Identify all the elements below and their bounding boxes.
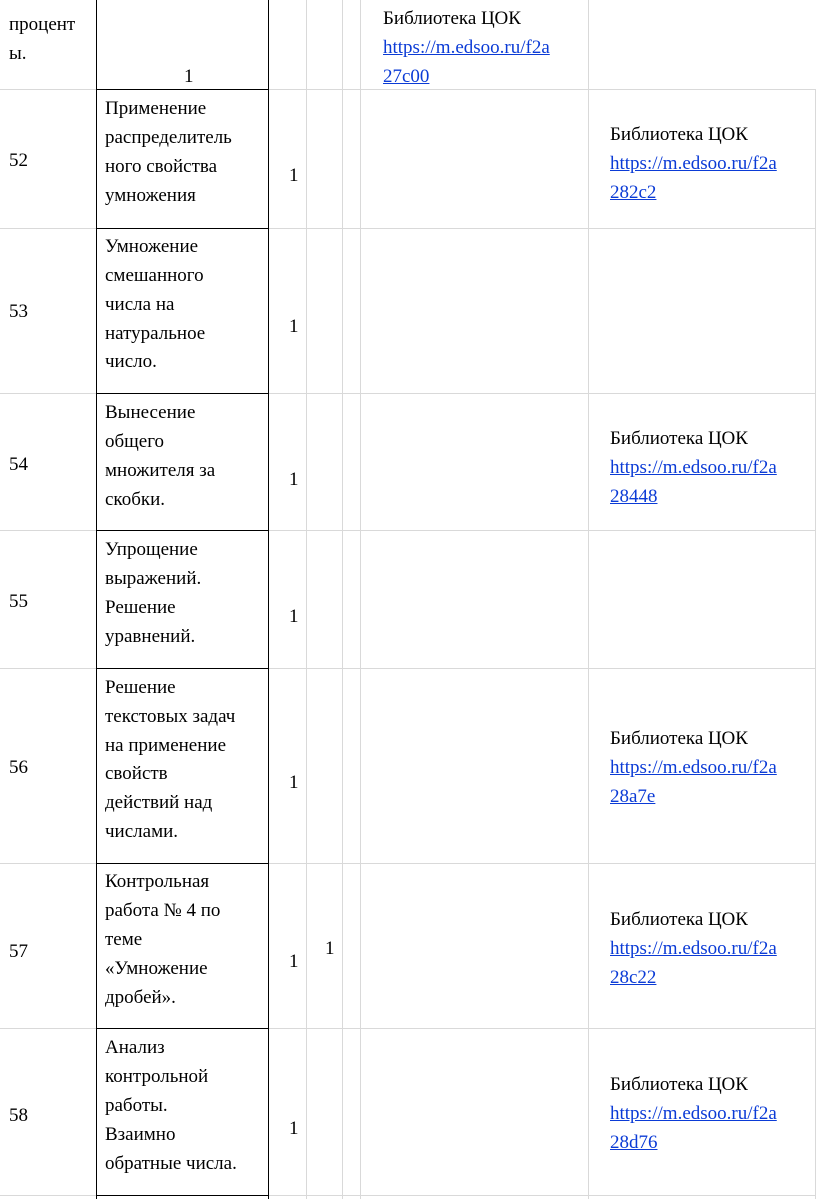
resource-link[interactable]: https://m.edsoo.ru/f2a <box>610 153 777 174</box>
grid-line <box>306 0 307 1199</box>
resource-link[interactable]: 28c22 <box>610 967 657 988</box>
lesson-topic-line: Контрольная <box>105 871 210 892</box>
lesson-topic-line: смешанного <box>105 265 204 286</box>
topic-border <box>96 1028 268 1029</box>
lesson-number: 53 <box>9 301 28 322</box>
lesson-topic-line: распределитель <box>105 127 232 148</box>
lesson-topic-line: на применение <box>105 735 227 756</box>
lesson-topic-line: Анализ <box>105 1037 165 1058</box>
lesson-topic-line: «Умножение <box>105 958 208 979</box>
hours-total: 1 <box>289 951 299 972</box>
grid-line <box>360 0 361 1199</box>
hours-total: 1 <box>289 316 299 337</box>
lesson-topic-line: числами. <box>105 821 179 842</box>
lesson-topic-line: скобки. <box>105 489 166 510</box>
lesson-resource <box>610 1070 777 1157</box>
lesson-number: 56 <box>9 757 28 778</box>
lesson-topic-line: обратные числа. <box>105 1153 237 1174</box>
lesson-topic-line: действий над <box>105 792 213 813</box>
lesson-number: 54 <box>9 454 28 475</box>
lesson-topic-line: уравнений. <box>105 626 196 647</box>
lesson-number: 57 <box>9 941 28 962</box>
resource-link[interactable]: https://m.edsoo.ru/f2a <box>610 1103 777 1124</box>
resource-library-label: Библиотека ЦОК <box>610 428 748 449</box>
prev-hours-total: 1 <box>184 66 194 87</box>
lesson-resource <box>610 120 777 207</box>
topic-border <box>96 668 268 669</box>
hours-total: 1 <box>289 165 299 186</box>
grid-line <box>588 0 589 1199</box>
hours-total: 1 <box>289 772 299 793</box>
lesson-topic-line: Решение <box>105 597 176 618</box>
resource-library-label: Библиотека ЦОК <box>610 909 748 930</box>
lesson-topic-line: работа № 4 по <box>105 900 221 921</box>
topic-border <box>96 863 268 864</box>
lesson-resource <box>610 905 777 992</box>
topic-border <box>268 0 269 1199</box>
topic-border <box>96 0 97 1199</box>
topic-border <box>96 393 268 394</box>
resource-link[interactable]: 282c2 <box>610 182 657 203</box>
resource-link[interactable]: 28a7e <box>610 786 656 807</box>
resource-link[interactable]: https://m.edsoo.ru/f2a <box>610 757 777 778</box>
lesson-topic-line: множителя за <box>105 460 216 481</box>
lesson-topic-line: текстовых задач <box>105 706 236 727</box>
prev-resource <box>383 4 550 91</box>
prev-topic-line: ы. <box>9 43 27 64</box>
topic-border <box>96 89 268 90</box>
resource-library-label: Библиотека ЦОК <box>383 8 521 29</box>
prev-topic-line: процент <box>9 14 76 35</box>
resource-library-label: Библиотека ЦОК <box>610 728 748 749</box>
lesson-topic-line: контрольной <box>105 1066 209 1087</box>
topic-border <box>96 530 268 531</box>
resource-link[interactable]: https://m.edsoo.ru/f2a <box>610 938 777 959</box>
hours-control: 1 <box>325 938 335 959</box>
lesson-topic-line: умножения <box>105 185 196 206</box>
lesson-topic-line: число. <box>105 351 157 372</box>
lesson-topic-line: ного свойства <box>105 156 218 177</box>
grid-line <box>342 0 343 1199</box>
resource-link[interactable]: https://m.edsoo.ru/f2a <box>610 457 777 478</box>
resource-library-label: Библиотека ЦОК <box>610 124 748 145</box>
lesson-resource <box>610 724 777 811</box>
lesson-topic-line: Применение <box>105 98 207 119</box>
lesson-topic-line: Вынесение <box>105 402 196 423</box>
topic-border <box>96 1195 268 1196</box>
resource-link[interactable]: 28d76 <box>610 1132 658 1153</box>
lesson-topic-line: Упрощение <box>105 539 198 560</box>
resource-link[interactable]: 27c00 <box>383 66 430 87</box>
lesson-topic-line: натуральное <box>105 323 206 344</box>
lesson-topic-line: Взаимно <box>105 1124 176 1145</box>
lesson-number: 58 <box>9 1105 28 1126</box>
resource-library-label: Библиотека ЦОК <box>610 1074 748 1095</box>
resource-link[interactable]: 28448 <box>610 486 658 507</box>
lesson-topic-line: Решение <box>105 677 176 698</box>
hours-total: 1 <box>289 606 299 627</box>
lesson-topic-line: работы. <box>105 1095 168 1116</box>
lesson-topic-line: выражений. <box>105 568 202 589</box>
lesson-topic-line: теме <box>105 929 143 950</box>
resource-link[interactable]: https://m.edsoo.ru/f2a <box>383 37 550 58</box>
lesson-topic-line: свойств <box>105 763 168 784</box>
lesson-topic-line: общего <box>105 431 165 452</box>
hours-total: 1 <box>289 469 299 490</box>
lesson-topic-line: дробей». <box>105 987 176 1008</box>
topic-border <box>96 228 268 229</box>
hours-total: 1 <box>289 1118 299 1139</box>
lesson-topic-line: числа на <box>105 294 175 315</box>
lesson-number: 55 <box>9 591 28 612</box>
lesson-resource <box>610 424 777 511</box>
lesson-number: 52 <box>9 150 28 171</box>
lesson-topic-line: Умножение <box>105 236 199 257</box>
